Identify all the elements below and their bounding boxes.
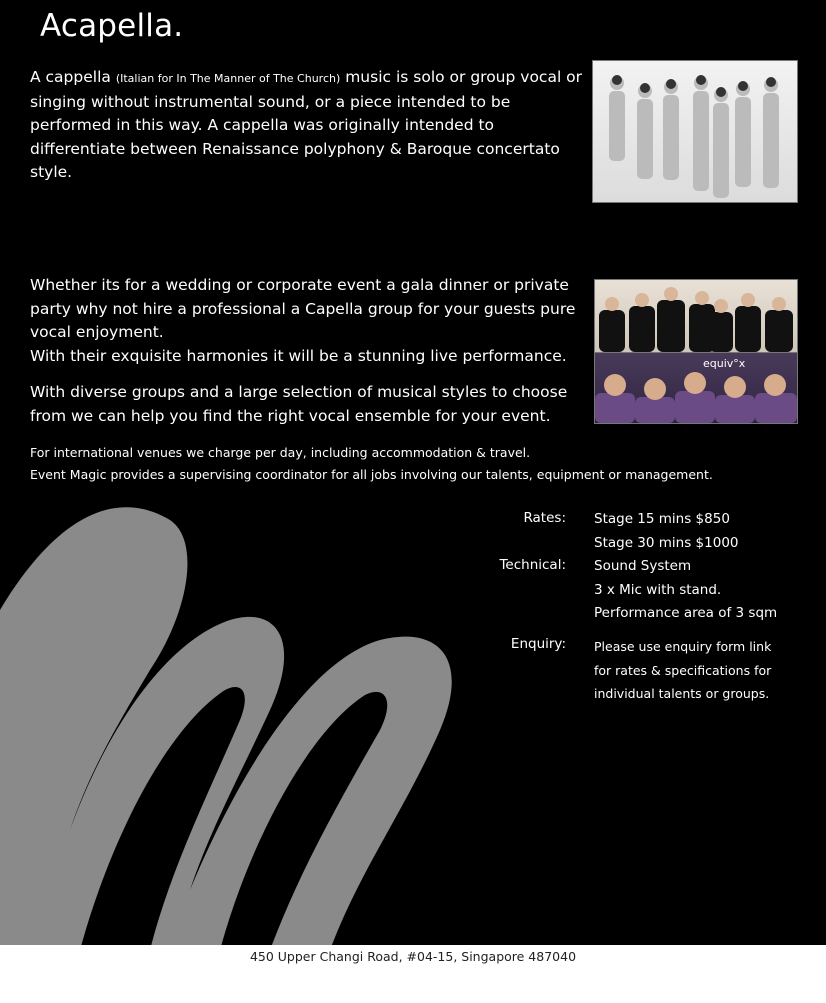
- rate-line: Stage 30 mins $1000: [594, 534, 739, 551]
- em-logo-watermark: [0, 470, 500, 945]
- group-photo-black: [594, 279, 798, 353]
- note-coordinator: Event Magic provides a supervising coordinator for all jobs involving our talents, equipment or management.: [30, 467, 713, 482]
- enquiry-line: individual talents or groups.: [594, 686, 770, 701]
- equivox-caption: equiv°x: [703, 357, 746, 370]
- intro-aside: (Italian for In The Manner of The Church): [115, 72, 341, 85]
- hire-paragraph: [30, 274, 590, 368]
- enquiry-line: Please use enquiry form link: [594, 639, 772, 654]
- notes-block: [30, 442, 790, 486]
- technical-line: 3 x Mic with stand.: [594, 581, 722, 598]
- group-photo-white: [592, 60, 798, 203]
- footer: [0, 945, 826, 1003]
- rates-label: Rates:: [523, 510, 566, 526]
- enquiry-line: for rates & specifications for: [594, 662, 772, 678]
- intro-rest: music is solo or group vocal or singing without instrumental sound, or a piece intended to be performed in this way. A cappella was originally intended to differentiate between Renaissance polyphony & Baroque concertato style.: [30, 68, 583, 181]
- technical-line: Performance area of 3 sqm: [594, 605, 778, 621]
- technical-line: Sound System: [594, 558, 692, 574]
- rate-line: Stage 15 mins $850: [594, 511, 730, 527]
- hire-line-1: Whether its for a wedding or corporate event a gala dinner or private party why not hire a professional a Capella group for your guests pure vocal enjoyment.: [30, 276, 576, 341]
- styles-paragraph: With diverse groups and a large selection of musical styles to choose from we can help you find the right vocal ensemble for your event.: [30, 383, 568, 425]
- group-photo-equivox: [594, 352, 798, 424]
- enquiry-values: [594, 635, 771, 706]
- technical-label: Technical:: [499, 557, 566, 573]
- enquiry-label: Enquiry:: [510, 636, 566, 652]
- page-title: Acapella.: [40, 8, 184, 44]
- technical-values: [594, 555, 777, 626]
- footer-address: 450 Upper Changi Road, #04-15, Singapore 487040: [249, 949, 577, 964]
- intro-lead: A cappella: [30, 68, 111, 86]
- note-international: For international venues we charge per day, including accommodation & travel.: [30, 445, 531, 460]
- hire-line-2: With their exquisite harmonies it will be a stunning live performance.: [30, 346, 567, 365]
- rates-values: [594, 508, 739, 555]
- intro-paragraph: [30, 66, 586, 185]
